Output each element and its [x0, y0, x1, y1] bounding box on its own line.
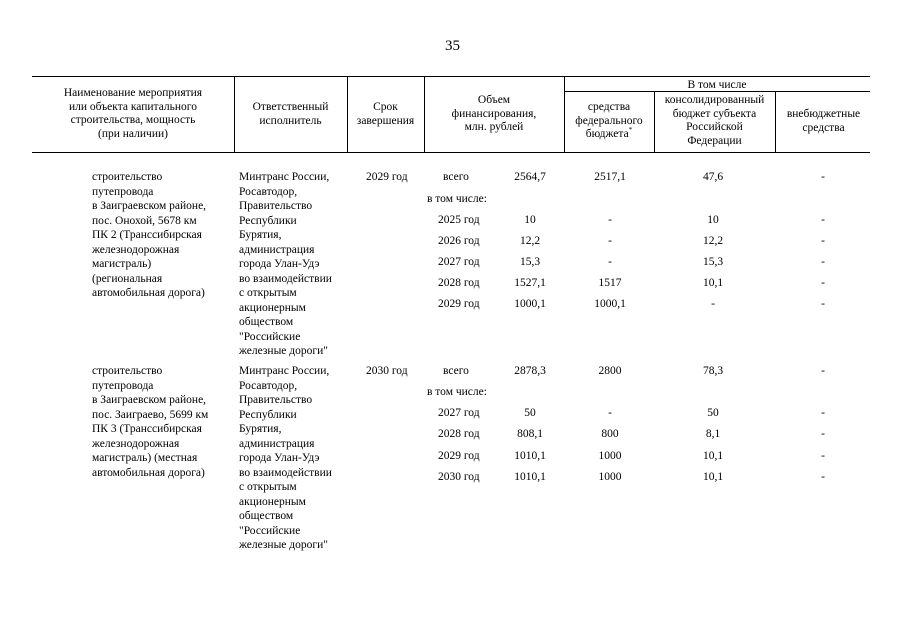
header-term: Срок завершения — [356, 101, 415, 127]
row-regional: 10 — [707, 214, 719, 226]
row-label: всего — [443, 365, 469, 377]
row-label: 2028 год — [438, 428, 480, 440]
entry-executor: Минтранс России, Росавтодор, Правительство Республики Бурятия, администрация города Улан-Удэ во взаимодействии с открытым акционерным обществом "Российские железные дороги" — [239, 171, 332, 357]
header-extra: внебюджетные средства — [786, 108, 861, 134]
row-total: 1527,1 — [514, 277, 546, 289]
row-extra: - — [821, 407, 825, 419]
row-extra: - — [821, 277, 825, 289]
row-regional: 8,1 — [705, 428, 721, 440]
row-total: 1010,1 — [514, 471, 546, 483]
row-regional: 47,6 — [702, 171, 724, 183]
row-federal: 1517 — [598, 277, 622, 289]
header-name: Наименование мероприятия или объекта капитального строительства, мощность (при наличии) — [63, 87, 203, 140]
row-regional: 50 — [707, 407, 719, 419]
row-total: 15,3 — [519, 256, 541, 268]
row-extra: - — [821, 256, 825, 268]
header-federal — [566, 101, 652, 142]
col-divider — [654, 91, 655, 152]
row-federal: 1000 — [598, 471, 622, 483]
row-extra: - — [821, 365, 825, 377]
entry-name: строительство путепровода в Заиграевском районе, пос. Заиграево, 5699 км ПК 3 (Транссибирская железнодорожная магистраль) (местная автомобильная дорога) — [92, 365, 209, 479]
row-total: 2878,3 — [514, 365, 546, 377]
row-label: 2027 год — [438, 256, 480, 268]
header-regional: консолидированный бюджет субъекта Российской Федерации — [664, 94, 765, 147]
col-divider — [234, 76, 235, 152]
header-bottom-rule — [32, 152, 870, 153]
row-label: 2029 год — [438, 298, 480, 310]
header-group: В том числе — [687, 79, 747, 91]
row-extra: - — [821, 235, 825, 247]
row-federal: 1000,1 — [594, 298, 626, 310]
row-extra: - — [821, 450, 825, 462]
row-total: 1000,1 — [514, 298, 546, 310]
row-total: 1010,1 — [514, 450, 546, 462]
row-label: в том числе: — [427, 386, 487, 398]
entry-name: строительство путепровода в Заиграевском районе, пос. Онохой, 5678 км ПК 2 (Транссибирская железнодорожная магистраль) (региональная автомобильная дорога) — [92, 171, 207, 299]
row-label: всего — [443, 171, 469, 183]
row-total: 12,2 — [519, 235, 541, 247]
row-label: 2029 год — [438, 450, 480, 462]
row-regional: 10,1 — [702, 450, 724, 462]
row-extra: - — [821, 298, 825, 310]
col-divider — [424, 76, 425, 152]
row-label: 2026 год — [438, 235, 480, 247]
col-divider — [564, 76, 565, 152]
header-executor: Ответственный исполнитель — [252, 101, 329, 127]
row-regional: - — [711, 298, 715, 310]
page-number: 35 — [445, 38, 460, 54]
row-label: 2025 год — [438, 214, 480, 226]
header-volume: Объем финансирования, млн. рублей — [451, 94, 537, 133]
row-total: 2564,7 — [514, 171, 546, 183]
footnote-mark: * — [628, 126, 633, 135]
row-federal: - — [608, 214, 612, 226]
row-label: 2030 год — [438, 471, 480, 483]
row-federal: 1000 — [598, 450, 622, 462]
col-divider — [775, 91, 776, 152]
row-regional: 10,1 — [702, 471, 724, 483]
row-federal: 2517,1 — [594, 171, 626, 183]
entry-executor: Минтранс России, Росавтодор, Правительство Республики Бурятия, администрация города Улан-Удэ во взаимодействии с открытым акционерным обществом "Российские железные дороги" — [239, 365, 332, 551]
row-label: 2028 год — [438, 277, 480, 289]
row-extra: - — [821, 171, 825, 183]
row-extra: - — [821, 214, 825, 226]
header-top-rule — [32, 76, 870, 77]
entry-term: 2029 год — [366, 171, 408, 183]
row-regional: 10,1 — [702, 277, 724, 289]
row-federal: 2800 — [598, 365, 622, 377]
row-total: 808,1 — [517, 428, 543, 440]
row-label: в том числе: — [427, 193, 487, 205]
entry-term: 2030 год — [366, 365, 408, 377]
row-regional: 15,3 — [702, 256, 724, 268]
row-federal: - — [608, 256, 612, 268]
row-federal: - — [608, 235, 612, 247]
row-federal: - — [608, 407, 612, 419]
row-total: 10 — [524, 214, 536, 226]
row-extra: - — [821, 471, 825, 483]
row-total: 50 — [524, 407, 536, 419]
col-divider — [347, 76, 348, 152]
header-federal-label: средства федерального бюджета — [575, 101, 643, 140]
row-federal: 800 — [601, 428, 619, 440]
row-regional: 78,3 — [702, 365, 724, 377]
row-label: 2027 год — [438, 407, 480, 419]
row-extra: - — [821, 428, 825, 440]
row-regional: 12,2 — [702, 235, 724, 247]
